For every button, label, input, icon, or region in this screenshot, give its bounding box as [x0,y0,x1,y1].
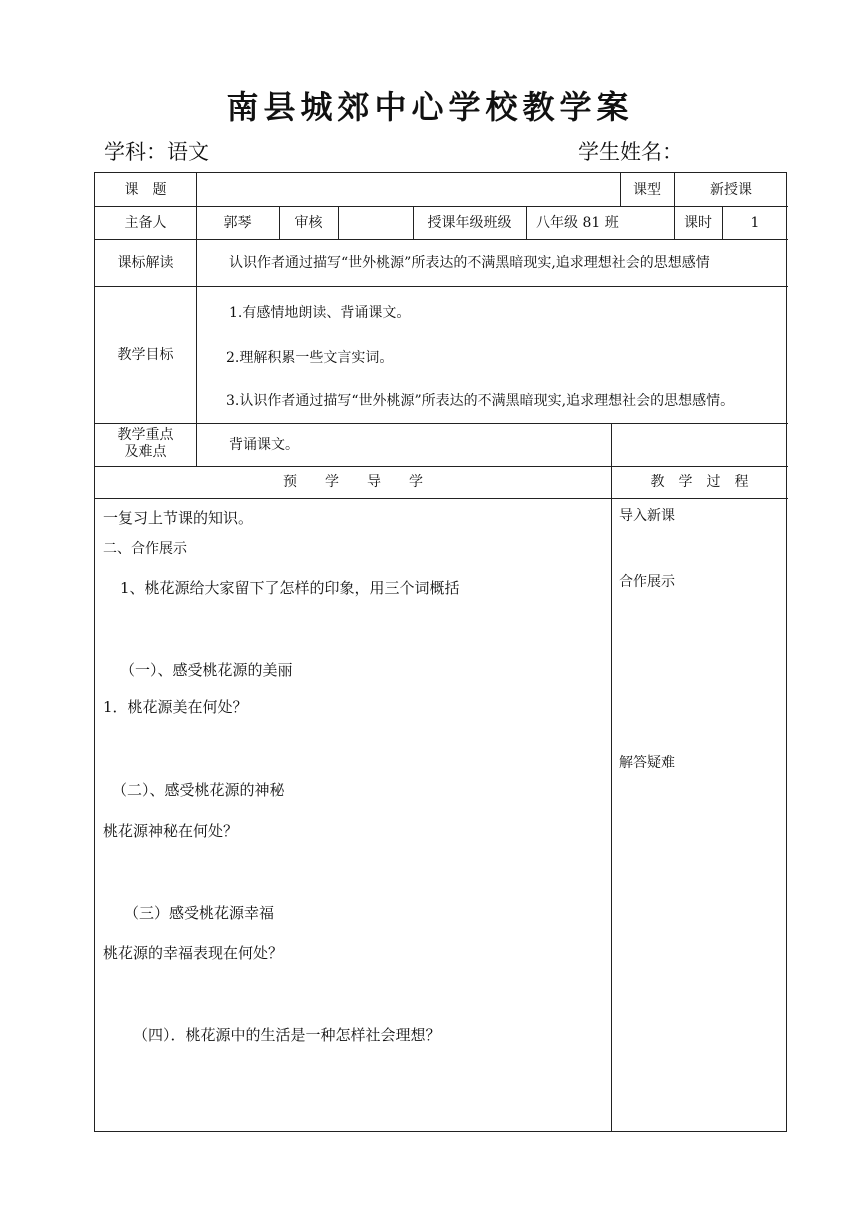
preparer-value: 郭琴 [223,215,252,231]
left-content-line: 1、桃花源给大家留下了怎样的印象，用三个词概括 [120,579,460,597]
document-title: 南县城郊中心学校教学案 [226,88,634,126]
lesson-type-value: 新授课 [710,182,752,198]
teaching-process-header: 教 学 过 程 [650,474,749,490]
goal-item-3: 3.认识作者通过描写“世外桃源”所表达的不满黑暗现实,追求理想社会的思想感情。 [226,393,735,409]
left-content-line: 桃花源神秘在何处？ [103,822,239,840]
left-content-line: 1．桃花源美在何处？ [103,698,248,716]
lesson-plan-table [94,172,787,1132]
topic-value [196,173,620,206]
standard-text: 认识作者通过描写“世外桃源”所表达的不满黑暗现实,追求理想社会的思想感情 [229,255,710,271]
left-content-line: 一复习上节课的知识。 [103,509,254,527]
goal-item-1: 1.有感情地朗读、背诵课文。 [229,305,411,321]
right-content-line: 合作展示 [619,574,675,590]
row-divider [95,286,788,287]
left-content-line: （三）感受桃花源幸福 [124,904,275,922]
keypoints-text: 背诵课文。 [229,437,299,453]
goals-label: 教学目标 [117,347,174,363]
student-name-label: 学生姓名： [578,140,683,164]
review-label: 审核 [294,215,323,231]
goal-item-2: 2.理解积累一些文言实词。 [226,350,394,366]
left-content-line: （二）、感受桃花源的神秘 [112,781,285,799]
right-content-line: 解答疑难 [619,755,675,771]
preview-guide-header: 预 学 导 学 [283,474,423,490]
left-content-line: （四）．桃花源中的生活是一种怎样社会理想？ [133,1026,441,1044]
period-value: 1 [750,215,760,231]
column-divider [611,466,612,1132]
keypoints-label-line2: 及难点 [124,444,167,460]
lesson-type-label: 课型 [633,182,661,198]
left-content-line: （一）、感受桃花源的美丽 [120,661,293,679]
left-content-line: 二、合作展示 [103,541,187,557]
period-label: 课时 [684,215,712,231]
preparer-label: 主备人 [124,215,167,231]
subject-label: 学科：语文 [104,140,209,164]
standard-label: 课标解读 [117,255,174,271]
grade-value: 八年级 81 班 [536,215,619,231]
keypoints-label-line1: 教学重点 [117,427,174,443]
column-divider [611,423,612,466]
right-content-line: 导入新课 [619,508,675,524]
row-divider [95,498,788,499]
grade-label: 授课年级班级 [427,215,512,231]
keypoints-label [95,423,196,466]
left-content-line: 桃花源的幸福表现在何处？ [103,944,284,962]
topic-label: 课 题 [124,182,167,198]
review-value [338,206,413,239]
